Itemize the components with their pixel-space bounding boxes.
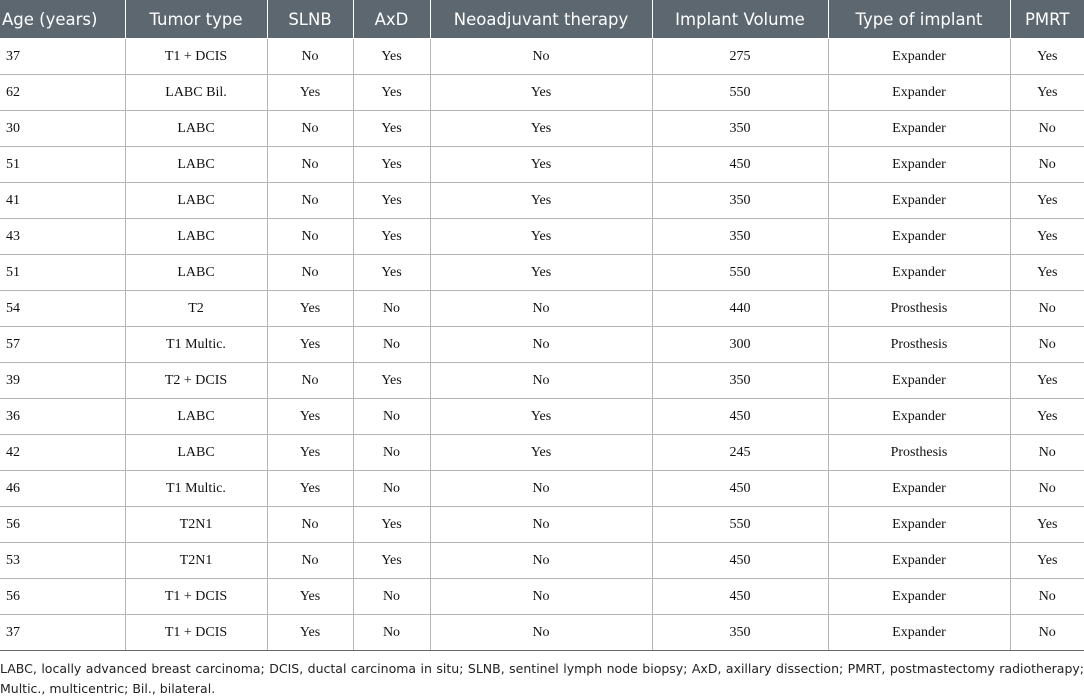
table-cell: Expander [828, 147, 1010, 183]
table-cell: Yes [267, 615, 353, 651]
table-cell: 57 [0, 327, 125, 363]
table-cell: Prosthesis [828, 327, 1010, 363]
table-cell: 245 [652, 435, 828, 471]
table-cell: LABC [125, 399, 267, 435]
table-cell: Yes [1010, 75, 1084, 111]
column-header: Age (years) [0, 0, 125, 39]
table-cell: 43 [0, 219, 125, 255]
table-cell: Yes [267, 399, 353, 435]
table-cell: 550 [652, 75, 828, 111]
table-row [0, 327, 1084, 363]
table-cell: No [267, 543, 353, 579]
table-cell: 53 [0, 543, 125, 579]
table-cell: Yes [430, 147, 652, 183]
table-cell: No [430, 291, 652, 327]
column-header: AxD [353, 0, 430, 39]
table-cell: No [267, 183, 353, 219]
table-row [0, 147, 1084, 183]
table-cell: T1 Multic. [125, 471, 267, 507]
table-row [0, 39, 1084, 75]
table-row [0, 75, 1084, 111]
table-cell: Yes [430, 255, 652, 291]
table-cell: 51 [0, 147, 125, 183]
column-header: Type of implant [828, 0, 1010, 39]
table-cell: Yes [267, 291, 353, 327]
table-cell: 300 [652, 327, 828, 363]
table-cell: LABC [125, 219, 267, 255]
table-cell: Expander [828, 183, 1010, 219]
table-cell: Expander [828, 255, 1010, 291]
table-cell: No [1010, 615, 1084, 651]
table-cell: Yes [430, 435, 652, 471]
table-row [0, 363, 1084, 399]
table-row [0, 255, 1084, 291]
table-cell: Expander [828, 471, 1010, 507]
table-cell: Yes [430, 75, 652, 111]
table-cell: LABC [125, 183, 267, 219]
table-cell: Expander [828, 543, 1010, 579]
table-cell: No [267, 363, 353, 399]
table-cell: Expander [828, 111, 1010, 147]
table-cell: Yes [353, 147, 430, 183]
table-row [0, 291, 1084, 327]
table-cell: No [430, 363, 652, 399]
table-cell: Yes [430, 183, 652, 219]
table-cell: 56 [0, 579, 125, 615]
table-row [0, 579, 1084, 615]
table-cell: 46 [0, 471, 125, 507]
table-cell: Expander [828, 615, 1010, 651]
table-cell: No [1010, 111, 1084, 147]
table-cell: 450 [652, 147, 828, 183]
table-cell: No [353, 327, 430, 363]
table-row [0, 615, 1084, 651]
table-cell: No [267, 111, 353, 147]
table-row [0, 507, 1084, 543]
table-cell: 54 [0, 291, 125, 327]
table-cell: 36 [0, 399, 125, 435]
table-cell: Expander [828, 39, 1010, 75]
table-cell: No [267, 255, 353, 291]
table-row [0, 435, 1084, 471]
table-footnote: LABC, locally advanced breast carcinoma; DCIS, ductal carcinoma in situ; SLNB, sentinel lymph node biopsy; AxD, axillary dissection; PMRT, postmastectomy radiotherapy; Multic., multicentric; Bil., bilateral. [0, 661, 1084, 696]
table-cell: Yes [267, 435, 353, 471]
table-cell: 450 [652, 543, 828, 579]
table-cell: No [267, 39, 353, 75]
table-cell: 350 [652, 615, 828, 651]
table-cell: LABC [125, 111, 267, 147]
table-cell: 450 [652, 399, 828, 435]
table-cell: 450 [652, 579, 828, 615]
table-cell: 42 [0, 435, 125, 471]
table-cell: Expander [828, 507, 1010, 543]
table-cell: No [1010, 471, 1084, 507]
table-cell: 550 [652, 507, 828, 543]
table-cell: 41 [0, 183, 125, 219]
table-cell: No [1010, 327, 1084, 363]
table-cell: 350 [652, 363, 828, 399]
table-cell: Yes [353, 183, 430, 219]
table-cell: No [353, 435, 430, 471]
table-cell: 350 [652, 219, 828, 255]
table-cell: No [353, 471, 430, 507]
table-cell: No [267, 147, 353, 183]
table-cell: Expander [828, 579, 1010, 615]
table-cell: Yes [430, 399, 652, 435]
table-cell: Prosthesis [828, 435, 1010, 471]
column-header: SLNB [267, 0, 353, 39]
table-cell: 56 [0, 507, 125, 543]
table-cell: No [353, 399, 430, 435]
table-cell: Yes [1010, 183, 1084, 219]
table-cell: No [353, 291, 430, 327]
table-cell: Yes [353, 507, 430, 543]
table-cell: No [430, 579, 652, 615]
table-cell: Yes [353, 75, 430, 111]
table-cell: T1 + DCIS [125, 39, 267, 75]
table-cell: Yes [267, 327, 353, 363]
table-cell: Yes [1010, 255, 1084, 291]
table-cell: Yes [353, 39, 430, 75]
table-cell: 37 [0, 615, 125, 651]
table-cell: No [1010, 579, 1084, 615]
table-cell: Yes [1010, 543, 1084, 579]
table-cell: No [430, 507, 652, 543]
table-cell: 350 [652, 111, 828, 147]
table-cell: 275 [652, 39, 828, 75]
table-cell: 450 [652, 471, 828, 507]
table-cell: Yes [1010, 507, 1084, 543]
table-cell: Expander [828, 363, 1010, 399]
table-cell: No [1010, 435, 1084, 471]
table-cell: No [1010, 291, 1084, 327]
table-cell: T2 [125, 291, 267, 327]
table-cell: T2 + DCIS [125, 363, 267, 399]
table-cell: 440 [652, 291, 828, 327]
table-row [0, 543, 1084, 579]
table-row [0, 399, 1084, 435]
table-cell: LABC [125, 147, 267, 183]
table-cell: No [353, 615, 430, 651]
table-cell: Yes [353, 219, 430, 255]
table-cell: No [430, 39, 652, 75]
column-header: PMRT [1010, 0, 1084, 39]
table-cell: T2N1 [125, 507, 267, 543]
table-cell: T2N1 [125, 543, 267, 579]
table-cell: 51 [0, 255, 125, 291]
table-cell: No [430, 615, 652, 651]
table-row [0, 111, 1084, 147]
table-cell: T1 Multic. [125, 327, 267, 363]
table-cell: No [430, 327, 652, 363]
header-row [0, 0, 1084, 39]
column-header: Tumor type [125, 0, 267, 39]
table-cell: Yes [1010, 363, 1084, 399]
table-cell: 30 [0, 111, 125, 147]
table-cell: Yes [267, 579, 353, 615]
table-cell: No [1010, 147, 1084, 183]
table-cell: LABC [125, 435, 267, 471]
table-cell: 37 [0, 39, 125, 75]
table-cell: Expander [828, 75, 1010, 111]
table-row [0, 219, 1084, 255]
table-cell: Yes [353, 543, 430, 579]
table-cell: Yes [353, 111, 430, 147]
table-cell: LABC Bil. [125, 75, 267, 111]
table-cell: Expander [828, 219, 1010, 255]
table-cell: T1 + DCIS [125, 579, 267, 615]
table-row [0, 471, 1084, 507]
table-cell: 350 [652, 183, 828, 219]
table-cell: Yes [267, 75, 353, 111]
table-cell: Yes [1010, 219, 1084, 255]
column-header: Neoadjuvant therapy [430, 0, 652, 39]
table-cell: 39 [0, 363, 125, 399]
table-row [0, 183, 1084, 219]
table-cell: Expander [828, 399, 1010, 435]
column-header: Implant Volume [652, 0, 828, 39]
table-cell: LABC [125, 255, 267, 291]
table-cell: No [267, 507, 353, 543]
table-body [0, 39, 1084, 651]
table-cell: No [430, 543, 652, 579]
table-cell: Yes [353, 363, 430, 399]
table-cell: Yes [1010, 399, 1084, 435]
table-cell: No [353, 579, 430, 615]
table-cell: Yes [267, 471, 353, 507]
table-cell: Yes [430, 111, 652, 147]
table-cell: Prosthesis [828, 291, 1010, 327]
table-cell: No [267, 219, 353, 255]
table-cell: 550 [652, 255, 828, 291]
table-cell: No [430, 471, 652, 507]
table-cell: Yes [353, 255, 430, 291]
table-cell: 62 [0, 75, 125, 111]
table-cell: T1 + DCIS [125, 615, 267, 651]
table-cell: Yes [430, 219, 652, 255]
table-cell: Yes [1010, 39, 1084, 75]
